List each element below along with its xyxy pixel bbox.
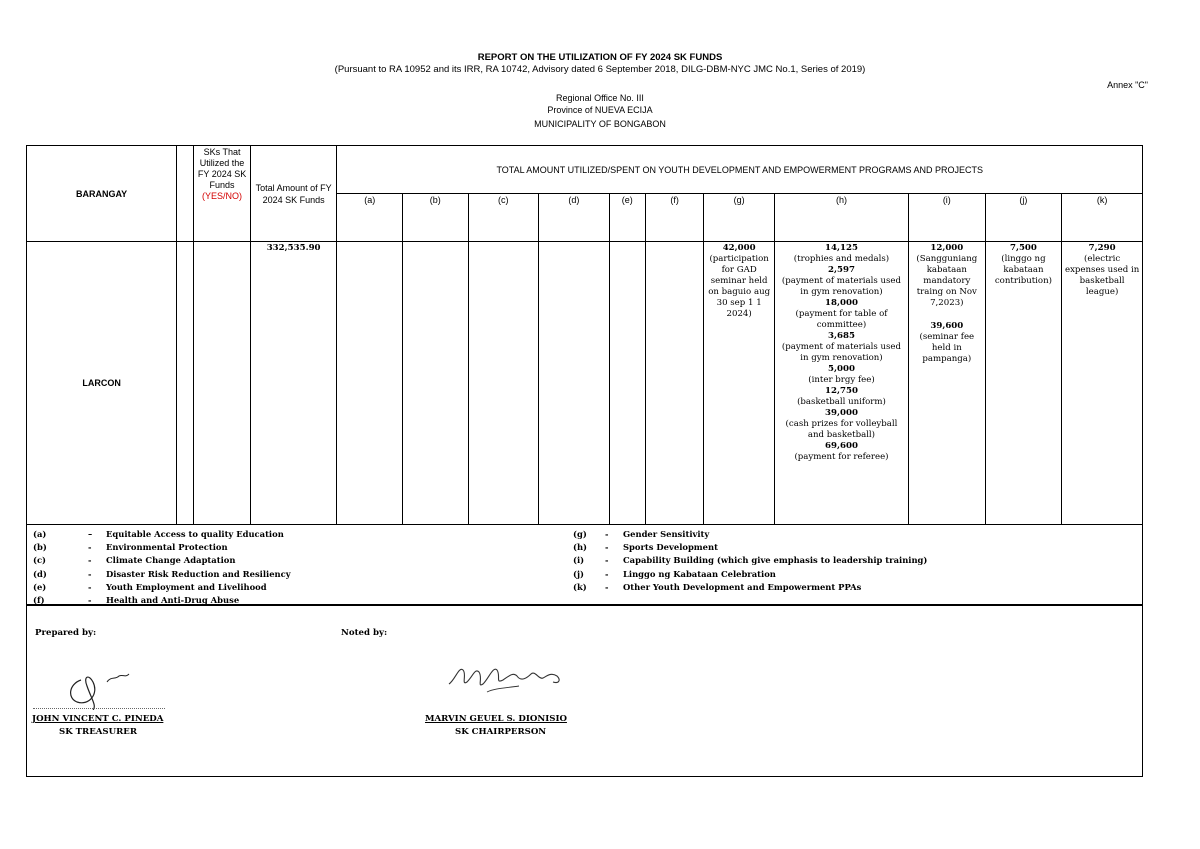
cell-j [985,242,1062,525]
h-note: (payment for referee) [794,452,889,462]
h-note: (basketball uniform) [797,397,886,407]
header-sub-j: (j) [985,194,1062,242]
cell-i [909,242,986,525]
header-spent: TOTAL AMOUNT UTILIZED/SPENT ON YOUTH DEVELOPMENT AND EMPOWERMENT PROGRAMS AND PROJECTS [337,146,1143,194]
header-yes-no: (YES/NO) [202,191,243,201]
header-sk-utilized [194,146,250,242]
legend-left [33,528,291,607]
h-item [777,364,906,386]
g-note: (participation for GAD seminar held on baguio aug 30 sep 1 1 2024) [708,254,771,319]
h-note: (cash prizes for volleyball and basketball) [785,419,898,440]
legend-right [573,528,927,594]
header-sub-d: (d) [539,194,610,242]
i-note-1: (Sangguniang kabataan mandatory traing on Nov 7,2023) [916,254,978,308]
i-amount-2: 39,600 [930,321,964,331]
h-amount: 5,000 [828,364,855,374]
header-sub-h: (h) [774,194,908,242]
k-amount: 7,290 [1088,243,1116,253]
cell-c [468,242,539,525]
header-sk-utilized-label: SKs That Utilized the FY 2024 SK Funds [197,147,247,190]
report-subtitle: (Pursuant to RA 10952 and its IRR, RA 10742, Advisory dated 6 September 2018, DILG-DBM-NYC JMC No.1, Series of 2019) [334,64,866,75]
h-amount: 39,000 [825,408,858,418]
header-blank [177,146,194,242]
h-note: (payment of materials used in gym renovation) [781,342,902,363]
h-note: (inter brgy fee) [808,375,875,385]
chairperson-title: SK CHAIRPERSON [455,727,547,737]
legend-item: (d) - Disaster Risk Reduction and Resiliency [33,568,291,579]
treasurer-name: JOHN VINCENT C. PINEDA [32,714,164,724]
h-note: (payment of materials used in gym renovation) [781,276,902,297]
cell-total [250,242,337,525]
cell-g [704,242,775,525]
h-item [777,243,906,265]
k-note: (electric expenses used in basketball league) [1064,254,1140,297]
cell-e [609,242,645,525]
header-sub-c: (c) [468,194,539,242]
legend-item: (h) - Sports Development [573,542,718,553]
j-amount: 7,500 [1009,243,1037,253]
h-item [777,298,906,331]
total-amount: 332,535.90 [266,243,321,253]
chairperson-name: MARVIN GEUEL S. DIONISIO [425,714,567,724]
h-amount: 69,600 [825,441,858,451]
legend-item: (e) - Youth Employment and Livelihood [33,581,267,592]
h-item [777,265,906,298]
treasurer-signature [63,666,133,710]
g-amount: 42,000 [722,243,756,253]
province: Province of NUEVA ECIJA [547,105,653,115]
legend-item: (i) - Capability Building (which give emphasis to leadership training) [573,555,928,566]
legend-item: (f) - Health and Anti-Drug Abuse [33,594,240,605]
legend-item: (j) - Linggo ng Kabataan Celebration [573,568,776,579]
i-amount-1: 12,000 [930,243,964,253]
legend [26,525,1143,605]
h-item [777,331,906,364]
legend-item: (a) – Equitable Access to quality Education [33,529,284,539]
h-amount: 14,125 [825,243,858,253]
noted-by-label: Noted by: [341,628,388,638]
cell-h [774,242,908,525]
cell-b [402,242,468,525]
header-sub-i: (i) [909,194,986,242]
treasurer-title: SK TREASURER [59,727,137,737]
h-item [777,386,906,408]
h-note: (payment for table of committee) [795,309,888,330]
cell-f [645,242,703,525]
regional-office: Regional Office No. III [556,93,644,103]
legend-item: (g) - Gender Sensitivity [573,529,710,539]
h-note: (trophies and medals) [793,254,890,264]
chairperson-signature [447,658,567,694]
header-sub-b: (b) [402,194,468,242]
h-item [777,408,906,441]
legend-item: (k) - Other Youth Development and Empowerment PPAs [573,581,862,592]
treasurer-signature-line [33,708,165,709]
table-row [27,242,1143,525]
header-sub-e: (e) [609,194,645,242]
utilization-table [26,145,1143,525]
i-note-2: (seminar fee held in pampanga) [919,332,975,364]
header-sub-g: (g) [704,194,775,242]
cell-sk-utilized [194,242,250,525]
cell-barangay: LARCON [27,242,177,525]
legend-item: (b) - Environmental Protection [33,542,228,553]
cell-k [1062,242,1143,525]
h-item [777,441,906,463]
h-amount: 2,597 [828,265,855,275]
h-amount: 12,750 [825,386,858,396]
header-barangay: BARANGAY [27,146,177,242]
annex-label: Annex "C" [1107,80,1148,90]
j-note: (linggo ng kabataan contribution) [994,254,1052,286]
header-sub-a: (a) [337,194,403,242]
header-total-amount: Total Amount of FY 2024 SK Funds [250,146,337,242]
h-amount: 3,685 [828,331,855,341]
cell-d [539,242,610,525]
cell-blank [177,242,194,525]
signature-section [26,605,1143,777]
h-amount: 18,000 [825,298,858,308]
header-sub-k: (k) [1062,194,1143,242]
report-title: REPORT ON THE UTILIZATION OF FY 2024 SK FUNDS [477,52,723,63]
legend-item: (c) - Climate Change Adaptation [33,555,236,566]
municipality: MUNICIPALITY OF BONGABON [534,119,666,129]
prepared-by-label: Prepared by: [35,628,97,638]
cell-a [337,242,403,525]
header-sub-f: (f) [645,194,703,242]
